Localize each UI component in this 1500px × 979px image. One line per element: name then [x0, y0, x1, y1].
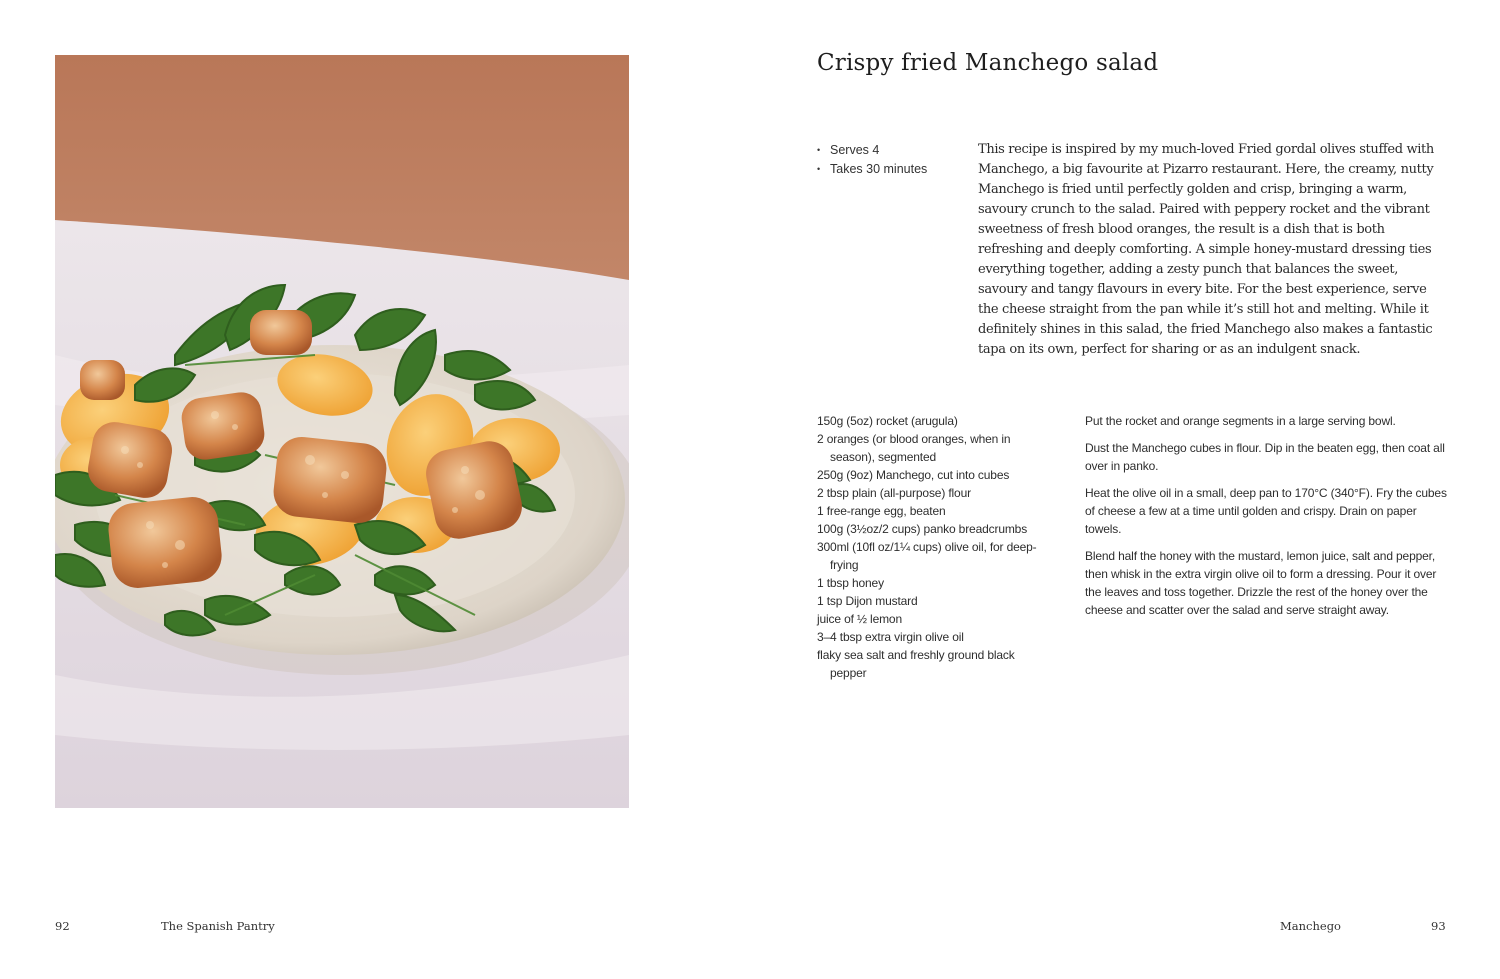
method-step: Put the rocket and orange segments in a large serving bowl. — [1085, 414, 1396, 428]
salad-photo-illustration — [55, 55, 629, 808]
recipe-title: Crispy fried Manchego salad — [817, 50, 1159, 76]
right-page-number: 93 — [1431, 919, 1446, 933]
method-steps — [1085, 412, 1447, 628]
ingredient-item: 150g (5oz) rocket (arugula) — [817, 414, 958, 428]
time-info: • Takes 30 minutes — [817, 160, 957, 179]
ingredient-item: juice of ½ lemon — [817, 612, 902, 626]
ingredient-item: 3–4 tbsp extra virgin olive oil — [817, 630, 964, 644]
left-page-number: 92 — [55, 919, 70, 933]
method-step: Dust the Manchego cubes in flour. Dip in the beaten egg, then coat all over in panko. — [1085, 441, 1445, 473]
ingredients-list — [817, 412, 1049, 682]
ingredient-item: 250g (9oz) Manchego, cut into cubes — [817, 468, 1010, 482]
section-name: Manchego — [1280, 919, 1341, 933]
ingredient-item: 2 tbsp plain (all-purpose) flour — [817, 486, 971, 500]
ingredient-item: 100g (3½oz/2 cups) panko breadcrumbs — [817, 522, 1028, 536]
ingredient-item: 300ml (10fl oz/1¼ cups) olive oil, for deep-frying — [817, 540, 1037, 572]
ingredient-item: flaky sea salt and freshly ground black pepper — [817, 648, 1015, 680]
ingredient-item: 2 oranges (or blood oranges, when in season), segmented — [817, 432, 1011, 464]
ingredient-item: 1 tsp Dijon mustard — [817, 594, 918, 608]
recipe-intro: This recipe is inspired by my much-loved Fried gordal olives stuffed with Manchego, a big favourite at Pizarro restaurant. Here, the creamy, nutty Manchego is fried until perfectly golden and crisp, bringing a warm, savoury crunch to the salad. Paired with peppery rocket and the vibrant sweetness of fresh blood oranges, the result is a dish that is both refreshing and deeply comforting. A simple honey-mustard dressing ties everything together, adding a zesty punch that balances the sweet, savoury and tangy flavours in every bite. For the best experience, serve the cheese straight from the pan while it’s still hot and melting. While it definitely shines in this salad, the fried Manchego also makes a fantastic tapa on its own, perfect for sharing or as an indulgent snack. — [978, 142, 1434, 357]
book-title: The Spanish Pantry — [161, 919, 275, 933]
ingredient-item: 1 free-range egg, beaten — [817, 504, 946, 518]
ingredient-item: 1 tbsp honey — [817, 576, 884, 590]
salad-photo — [55, 55, 629, 808]
method-step: Blend half the honey with the mustard, lemon juice, salt and pepper, then whisk in the extra virgin olive oil to form a dressing. Pour it over the leaves and toss together. Drizzle the rest of the honey over the cheese and scatter over the salad and serve straight away. — [1085, 549, 1437, 617]
recipe-meta — [817, 141, 957, 179]
method-step: Heat the olive oil in a small, deep pan to 170°C (340°F). Fry the cubes of cheese a few at a time until golden and crispy. Drain on paper towels. — [1085, 486, 1447, 536]
serves-info: • Serves 4 — [817, 141, 957, 160]
